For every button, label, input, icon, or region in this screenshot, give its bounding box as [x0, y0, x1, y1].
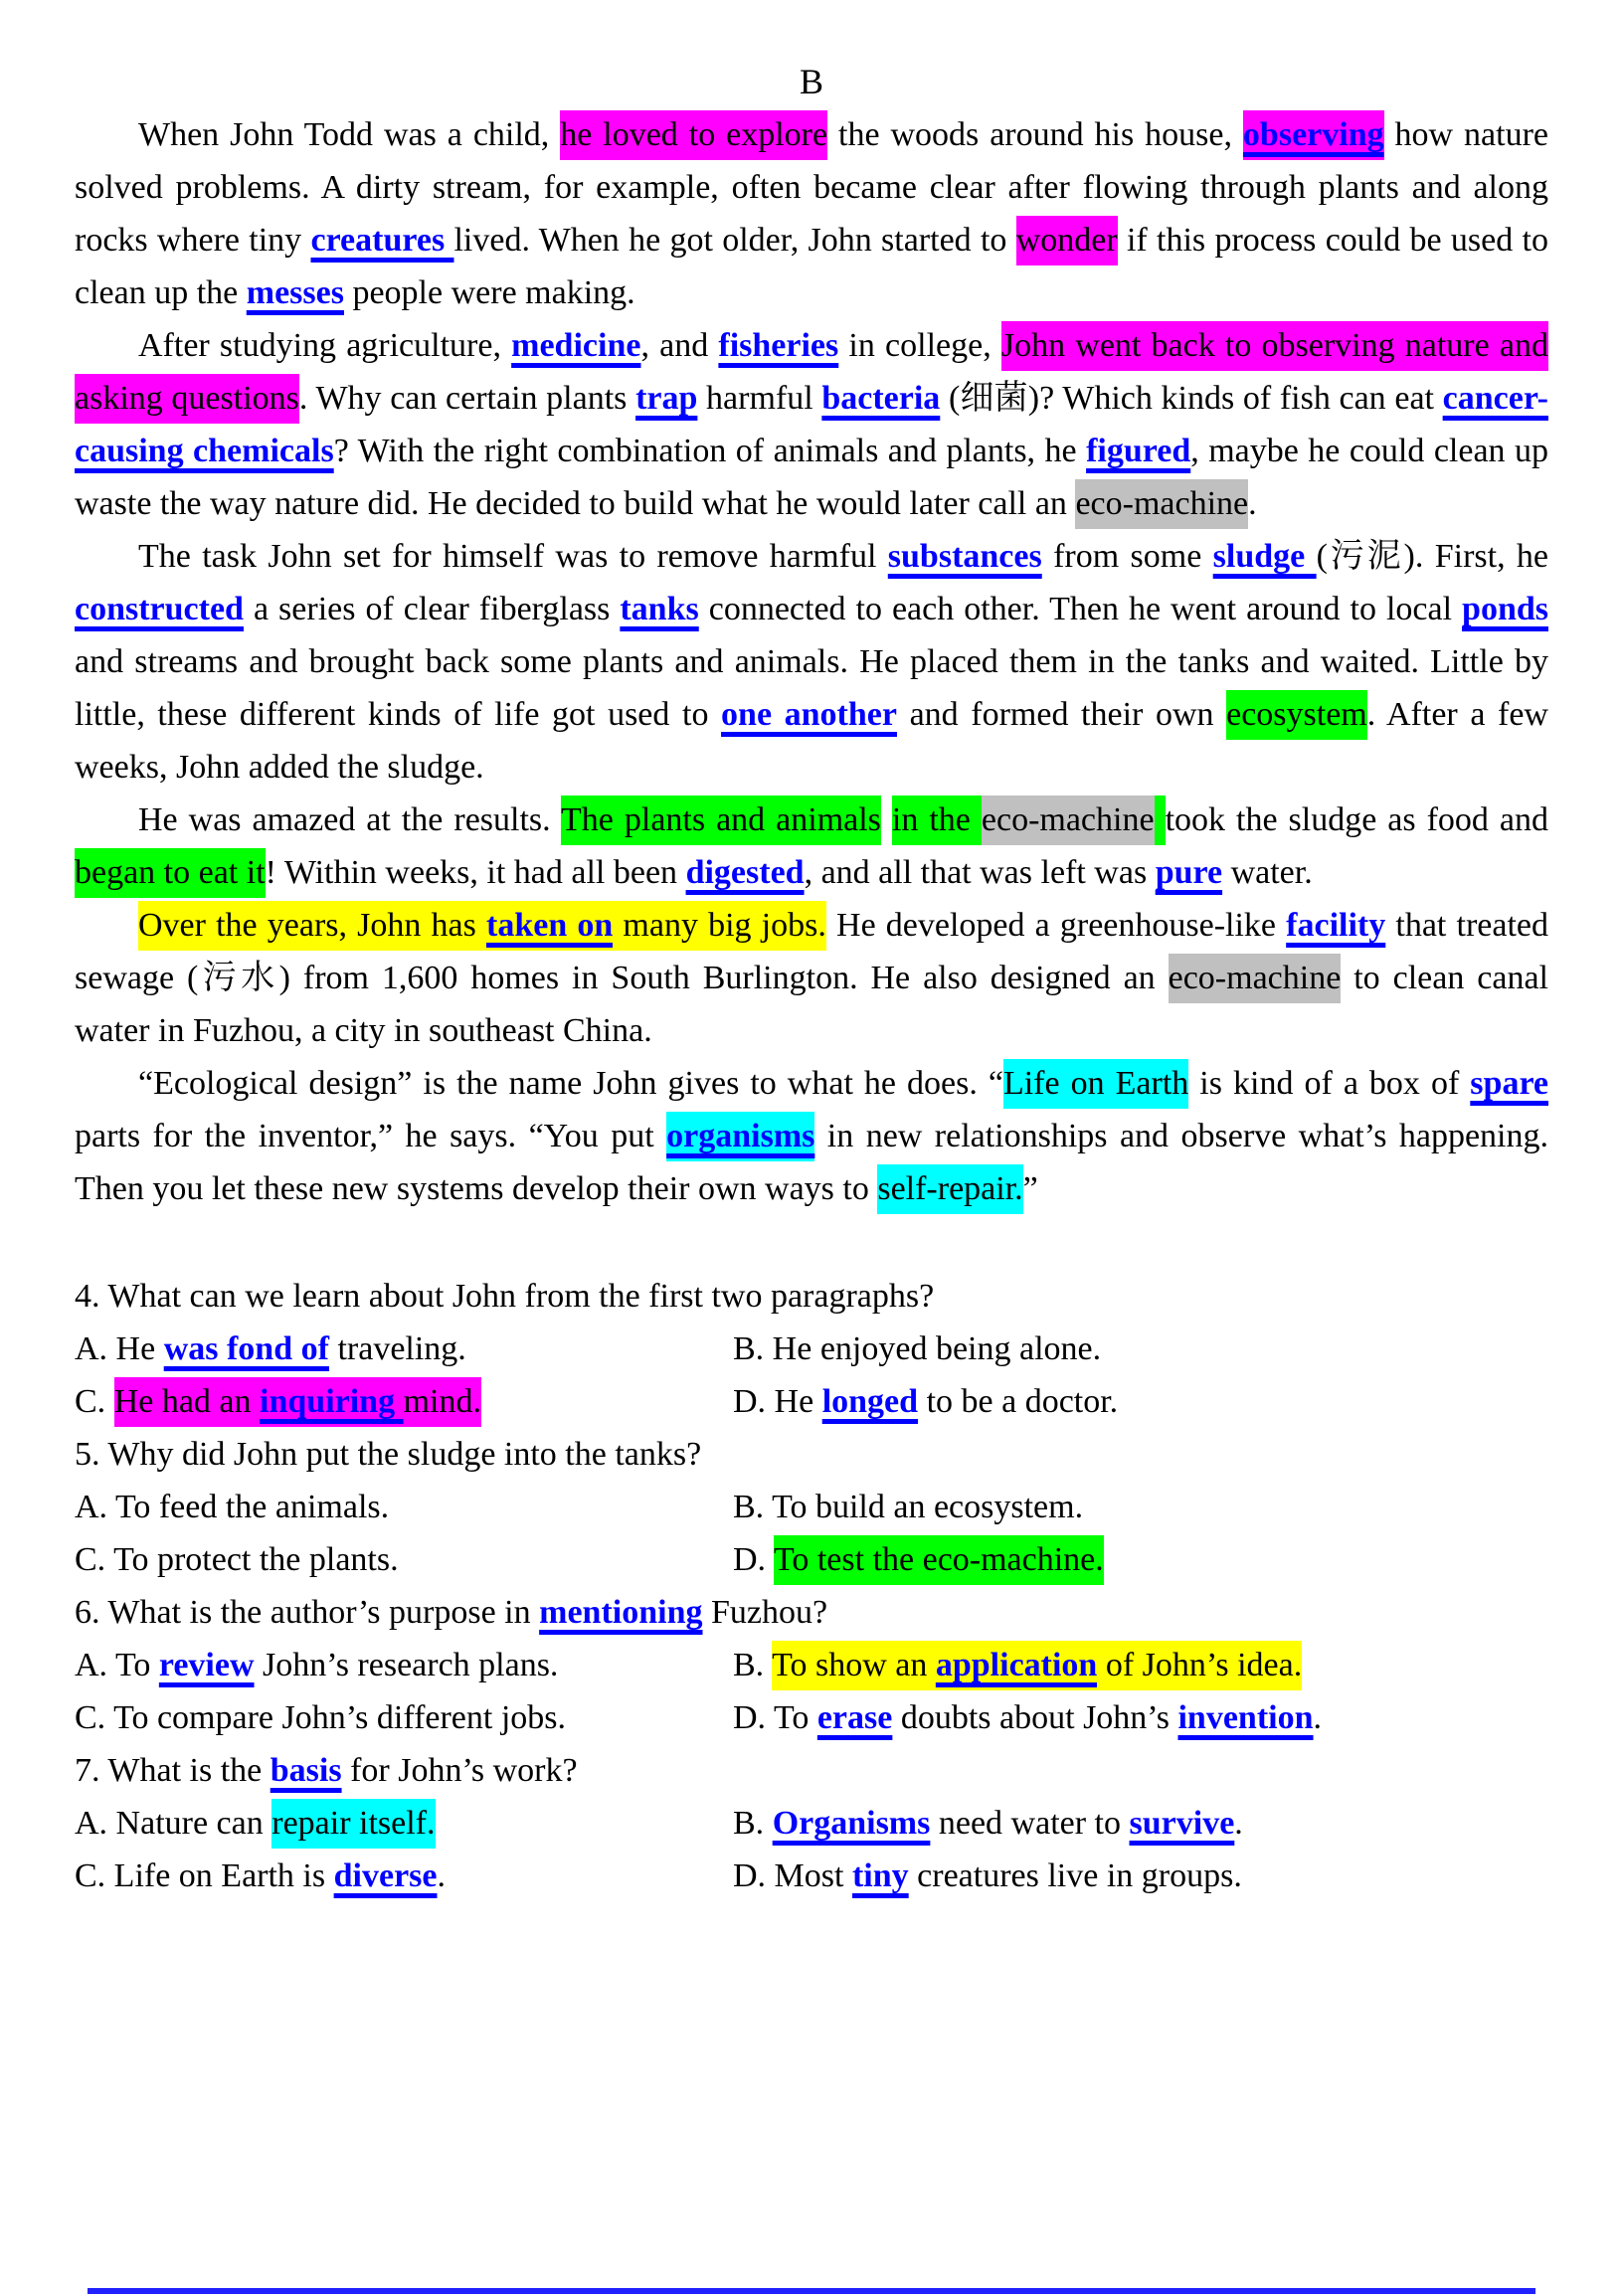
vocab-term: was fond of [163, 1330, 329, 1367]
vocab-term: pure [1155, 854, 1223, 891]
passage-paragraph-6: “Ecological design” is the name John gives to what he does. “Life on Earth is kind of a box of spare parts for the inventor,” he says. “You put organisms in new relationships and observe what’s happening. Then you let these new systems develop their own ways to self-repair.” [75, 1057, 1548, 1215]
highlighted-text: He had an [114, 1377, 260, 1427]
highlighted-text: wonder [1016, 216, 1118, 265]
vocab-term: application [936, 1641, 1097, 1690]
question-7-option-b: B. Organisms need water to survive. [733, 1805, 1243, 1842]
question-4-stem: 4. What can we learn about John from the first two paragraphs? [75, 1278, 935, 1315]
vocab-term: trap [635, 380, 698, 417]
question-6-options [75, 1639, 1548, 1744]
vocab-term: erase [816, 1699, 893, 1736]
vocab-term: constructed [75, 591, 244, 627]
highlighted-text: of John’s idea. [1097, 1641, 1302, 1690]
vocab-term: ponds [1462, 591, 1548, 627]
vocab-term: one another [721, 696, 897, 733]
highlighted-text: he loved to explore [560, 110, 827, 160]
vocab-term: diverse [333, 1857, 438, 1894]
vocab-term: tanks [620, 591, 699, 627]
vocab-term: basis [270, 1752, 342, 1789]
questions-section [75, 1270, 1548, 1902]
vocab-term: Organisms [772, 1805, 931, 1842]
vocab-term: taken on [486, 901, 613, 951]
highlighted-text: John went back to observing nature and asking questions [75, 321, 1548, 424]
vocab-term: cancer-causing chemicals [75, 380, 1548, 469]
question-7-option-c: C. Life on Earth is diverse. [75, 1857, 446, 1894]
question-5-option-c: C. To protect the plants. [75, 1541, 399, 1578]
question-4-option-a: A. He was fond of traveling. [75, 1330, 466, 1367]
question-4 [75, 1270, 1548, 1428]
highlighted-text: mind. [404, 1377, 481, 1427]
question-6 [75, 1586, 1548, 1744]
highlighted-text [1155, 795, 1166, 845]
question-4-option-d: D. He longed to be a doctor. [733, 1383, 1119, 1420]
passage-paragraph-4: He was amazed at the results. The plants and animals in the eco-machine took the sludge as food and began to eat it! Within weeks, it had all been digested, and all that was left was pure water. [75, 794, 1548, 899]
question-7-option-a: A. Nature can repair itself. [75, 1797, 733, 1850]
highlighted-text: began to eat it [75, 848, 266, 898]
section-title: B [799, 62, 823, 101]
vocab-term: facility [1286, 907, 1386, 944]
highlighted-text: ecosystem [1226, 690, 1367, 740]
question-5-option-d: D. To test the eco-machine. [733, 1533, 1548, 1586]
vocab-term: medicine [511, 327, 641, 364]
vocab-term: invention [1177, 1699, 1314, 1736]
highlighted-text: repair itself. [271, 1799, 435, 1849]
vocab-term: sludge [1212, 538, 1317, 575]
highlighted-text: in the [892, 795, 982, 845]
passage-paragraph-3: The task John set for himself was to remove harmful substances from some sludge (污泥). First, he constructed a series of clear fiberglass tanks connected to each other. Then he went around to local ponds and streams and brought back some plants and animals. He placed them in the tanks and waited. Little by little, these different kinds of life got used to one another and formed their own ecosystem. After a few weeks, John added the sludge. [75, 538, 1549, 786]
question-6-option-b: B. To show an application of John’s idea. [733, 1639, 1548, 1691]
passage-paragraph-1: When John Todd was a child, he loved to explore the woods around his house, observing how nature solved problems. A dirty stream, for example, often became clear after flowing through plants and along rocks where tiny creatures lived. When he got older, John started to wonder if this process could be used to clean up the messes people were making. [75, 108, 1548, 319]
vocab-term: messes [246, 274, 344, 311]
question-6-stem: 6. What is the author’s purpose in mentioning Fuzhou? [75, 1594, 828, 1631]
vocab-term: organisms [666, 1112, 814, 1161]
question-6-option-d: D. To erase doubts about John’s invention. [733, 1699, 1323, 1736]
question-5-options [75, 1481, 1548, 1586]
question-7-option-d: D. Most tiny creatures live in groups. [733, 1857, 1242, 1894]
question-5-option-b: B. To build an ecosystem. [733, 1489, 1084, 1525]
bottom-border-line [88, 2288, 1535, 2294]
highlighted-text: Over the years, John has [138, 901, 486, 951]
question-6-option-a: A. To review John’s research plans. [75, 1647, 559, 1683]
vocab-term: mentioning [539, 1594, 703, 1631]
highlighted-text: self-repair. [877, 1164, 1022, 1214]
vocab-term: observing [1243, 110, 1384, 160]
vocab-term: tiny [851, 1857, 909, 1894]
highlighted-text: many big jobs. [613, 901, 826, 951]
vocab-term: survive [1129, 1805, 1235, 1842]
vocab-term: longed [821, 1383, 919, 1420]
highlighted-text: To test the eco-machine. [774, 1535, 1104, 1585]
vocab-term: substances [887, 538, 1042, 575]
passage-paragraph-2: After studying agriculture, medicine, and fisheries in college, John went back to observing nature and asking questions. Why can certain plants trap harmful bacteria (细菌)? Which kinds of fish can eat cancer-causing chemicals? With the right combination of animals and plants, he figured, maybe he could clean up waste the way nature did. He decided to build what he would later call an eco-machine. [75, 319, 1548, 530]
question-4-option-b: B. He enjoyed being alone. [733, 1330, 1102, 1367]
highlighted-text: eco-machine [982, 795, 1155, 845]
vocab-term: digested [685, 854, 805, 891]
question-7-options [75, 1797, 1548, 1902]
vocab-term: inquiring [260, 1377, 404, 1427]
vocab-term: fisheries [718, 327, 839, 364]
highlighted-text: eco-machine [1075, 479, 1248, 529]
vocab-term: review [158, 1647, 255, 1683]
question-7 [75, 1744, 1548, 1902]
vocab-term: figured [1086, 433, 1191, 469]
question-4-option-c: C. He had an inquiring mind. [75, 1375, 733, 1428]
highlighted-text: Life on Earth [1003, 1059, 1188, 1109]
question-5-option-a: A. To feed the animals. [75, 1489, 390, 1525]
vocab-term: spare [1470, 1065, 1549, 1102]
highlighted-text: The plants and animals [561, 795, 881, 845]
highlighted-text: eco-machine [1169, 954, 1342, 1003]
passage-paragraph-5: Over the years, John has taken on many big jobs. He developed a greenhouse-like facility that treated sewage (污水) from 1,600 homes in South Burlington. He also designed an eco-machine to clean canal water in Fuzhou, a city in southeast China. [75, 899, 1548, 1057]
question-6-option-c: C. To compare John’s different jobs. [75, 1699, 567, 1736]
vocab-term: creatures [310, 222, 454, 259]
vocab-term: bacteria [821, 380, 941, 417]
highlighted-text: To show an [772, 1641, 936, 1690]
question-5 [75, 1428, 1548, 1586]
question-5-stem: 5. Why did John put the sludge into the tanks? [75, 1436, 702, 1473]
question-7-stem: 7. What is the basis for John’s work? [75, 1752, 578, 1789]
question-4-options [75, 1323, 1548, 1428]
